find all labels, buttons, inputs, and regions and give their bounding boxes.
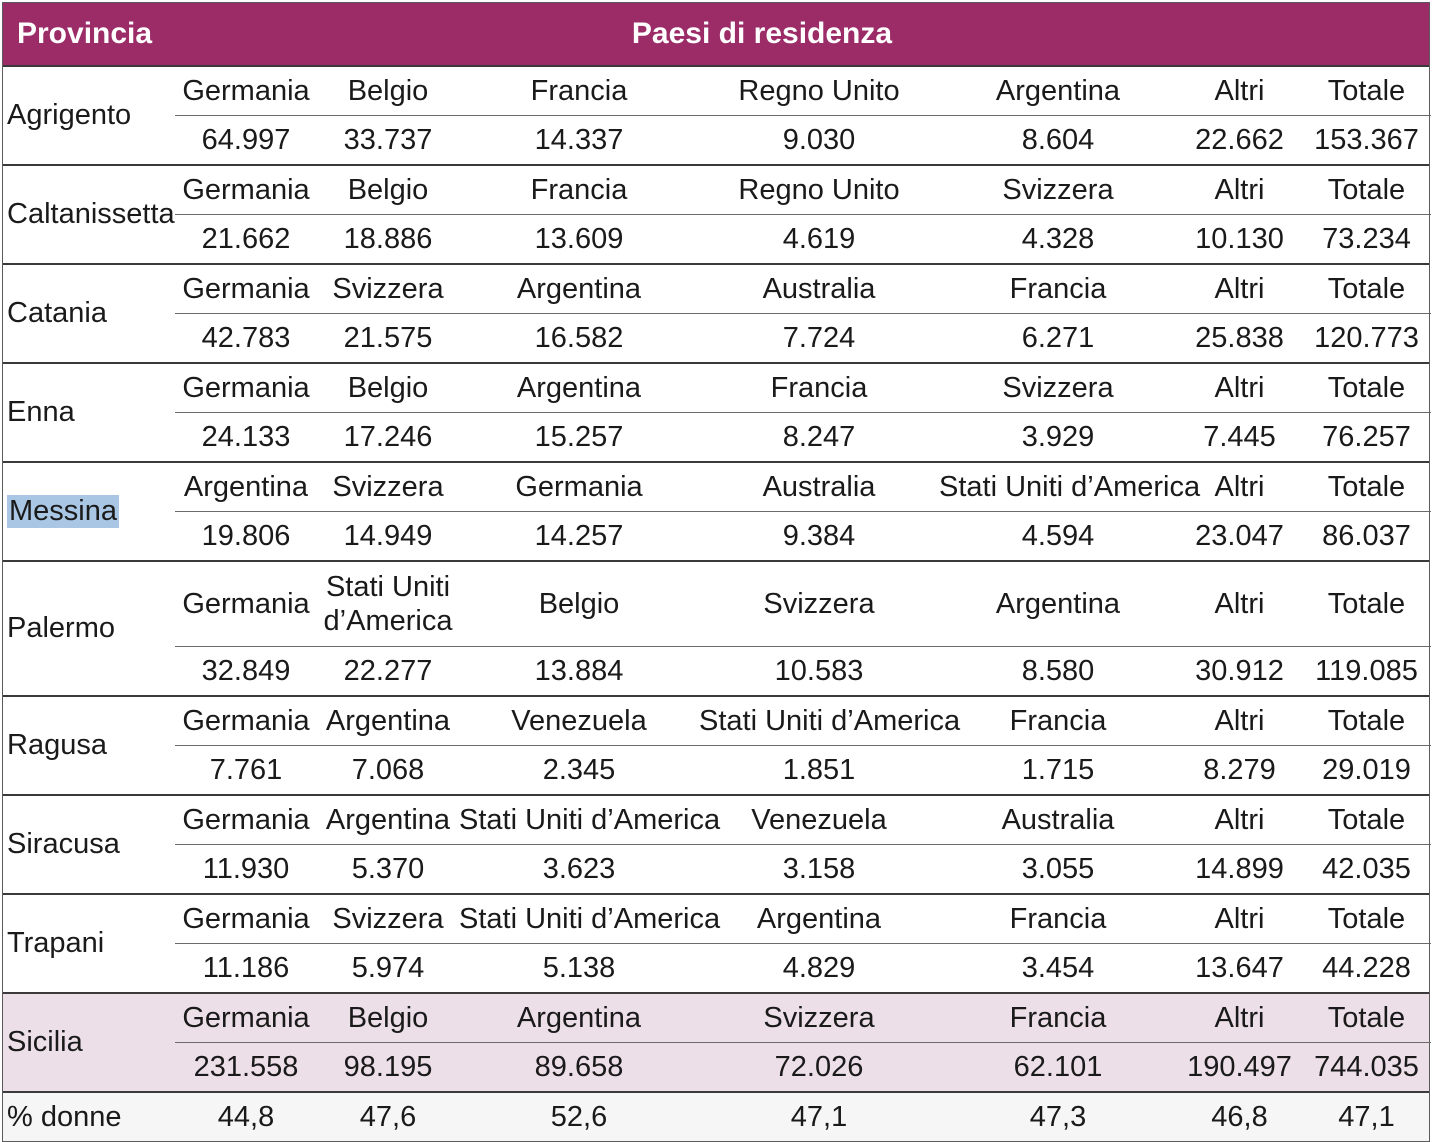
resident-count: 14.949 xyxy=(343,519,433,552)
resident-count: 4.328 xyxy=(1021,222,1095,255)
header-provincia: Provincia xyxy=(17,17,153,50)
resident-count: 11.930 xyxy=(202,852,290,885)
resident-count: 13.647 xyxy=(1195,951,1284,984)
country-names-row xyxy=(175,697,1431,745)
country-name: Argentina xyxy=(516,1001,642,1034)
country-name: Germania xyxy=(182,173,310,206)
resident-count: 21.662 xyxy=(201,222,291,255)
province-cell xyxy=(3,463,175,560)
country-values-row xyxy=(175,844,1431,893)
country-name: Germania xyxy=(515,470,643,503)
country-name: Altri xyxy=(1214,803,1265,836)
resident-count: 5.370 xyxy=(351,852,425,885)
province-name: Siracusa xyxy=(7,828,120,860)
country-name: Svizzera xyxy=(332,470,444,503)
country-name: Svizzera xyxy=(332,902,444,935)
table-body xyxy=(3,65,1429,1091)
province-name: Palermo xyxy=(7,612,115,644)
resident-count: 119.085 xyxy=(1315,654,1418,687)
province-block xyxy=(3,992,1429,1091)
table-header xyxy=(3,3,1429,65)
resident-count: 4.829 xyxy=(782,951,856,984)
province-name: Ragusa xyxy=(7,729,107,761)
country-name: Belgio xyxy=(347,74,429,107)
country-name: Argentina xyxy=(183,470,309,503)
resident-count: 153.367 xyxy=(1314,123,1419,156)
resident-count: 3.055 xyxy=(1021,852,1095,885)
resident-count: 9.030 xyxy=(782,123,856,156)
resident-count: 72.026 xyxy=(774,1050,864,1083)
footer-value: 47,3 xyxy=(1029,1100,1087,1133)
resident-count: 64.997 xyxy=(201,123,291,156)
resident-count: 4.594 xyxy=(1021,519,1095,552)
country-name: Altri xyxy=(1214,1001,1265,1034)
country-name: Totale xyxy=(1327,588,1406,620)
country-name: Altri xyxy=(1214,588,1265,620)
resident-count: 22.277 xyxy=(343,654,433,687)
resident-count: 73.234 xyxy=(1322,222,1411,255)
country-names-row xyxy=(175,895,1431,943)
country-name: Totale xyxy=(1327,704,1406,737)
resident-count: 98.195 xyxy=(343,1050,433,1083)
resident-count: 8.604 xyxy=(1021,123,1095,156)
country-name: Germania xyxy=(182,1001,310,1034)
country-name: Australia xyxy=(1001,803,1115,836)
country-name: Totale xyxy=(1327,173,1406,206)
country-names-row xyxy=(175,562,1431,646)
resident-count: 22.662 xyxy=(1195,123,1284,156)
country-name: Svizzera xyxy=(763,588,875,620)
province-block xyxy=(3,695,1429,794)
resident-count: 44.228 xyxy=(1322,951,1411,984)
resident-count: 1.715 xyxy=(1021,753,1095,786)
province-name: Caltanissetta xyxy=(7,198,175,230)
header-paesi-di-residenza: Paesi di residenza xyxy=(631,17,893,50)
province-block xyxy=(3,560,1429,695)
province-cell xyxy=(3,265,175,362)
province-block xyxy=(3,164,1429,263)
country-name: Totale xyxy=(1327,371,1406,404)
resident-count: 14.257 xyxy=(534,519,624,552)
country-names-row xyxy=(175,796,1431,844)
resident-count: 9.384 xyxy=(782,519,856,552)
resident-count: 5.974 xyxy=(351,951,425,984)
province-cell xyxy=(3,166,175,263)
country-name: Altri xyxy=(1214,371,1265,404)
country-name: Svizzera xyxy=(1002,371,1114,404)
country-name: Stati Uniti d’America xyxy=(939,470,1201,503)
country-name: Altri xyxy=(1214,272,1265,305)
country-name: Totale xyxy=(1327,272,1406,305)
resident-count: 8.580 xyxy=(1021,654,1095,687)
resident-count: 13.609 xyxy=(534,222,624,255)
country-name: Germania xyxy=(182,272,310,305)
country-name: Stati Uniti d’America xyxy=(323,571,453,637)
resident-count: 42.783 xyxy=(201,321,291,354)
resident-count: 7.724 xyxy=(782,321,856,354)
province-cell xyxy=(3,994,175,1091)
country-names-row xyxy=(175,265,1431,313)
resident-count: 21.575 xyxy=(343,321,433,354)
country-name: Germania xyxy=(182,902,310,935)
resident-count: 231.558 xyxy=(193,1050,299,1083)
resident-count: 10.583 xyxy=(774,654,864,687)
footer-values xyxy=(175,1093,1431,1141)
resident-count: 120.773 xyxy=(1314,321,1419,354)
resident-count: 8.247 xyxy=(782,420,856,453)
resident-count: 76.257 xyxy=(1322,420,1411,453)
resident-count: 17.246 xyxy=(343,420,433,453)
country-name: Totale xyxy=(1327,803,1406,836)
footer-value: 44,8 xyxy=(217,1100,275,1133)
province-name: Agrigento xyxy=(7,99,132,131)
country-names-row xyxy=(175,67,1431,115)
country-name: Regno Unito xyxy=(738,74,900,107)
country-values-row xyxy=(175,1042,1431,1091)
country-name: Belgio xyxy=(538,588,620,620)
country-names-row xyxy=(175,463,1431,511)
country-names-row xyxy=(175,166,1431,214)
country-values-row xyxy=(175,511,1431,560)
resident-count: 25.838 xyxy=(1195,321,1284,354)
country-name: Stati Uniti d’America xyxy=(699,704,961,737)
province-cell xyxy=(3,796,175,893)
province-cell xyxy=(3,562,175,695)
resident-count: 86.037 xyxy=(1322,519,1411,552)
resident-count: 6.271 xyxy=(1021,321,1095,354)
country-names-row xyxy=(175,364,1431,412)
resident-count: 29.019 xyxy=(1322,753,1411,786)
country-name: Germania xyxy=(182,74,310,107)
country-name: Argentina xyxy=(995,588,1121,620)
province-name[interactable]: Messina xyxy=(9,495,117,527)
country-name: Svizzera xyxy=(763,1001,875,1034)
country-values-row xyxy=(175,646,1431,695)
country-name: Francia xyxy=(1009,1001,1107,1034)
country-names-row xyxy=(175,994,1431,1042)
resident-count: 3.623 xyxy=(542,852,616,885)
country-name: Altri xyxy=(1214,74,1265,107)
country-name: Australia xyxy=(762,470,876,503)
resident-count: 13.884 xyxy=(534,654,624,687)
resident-count: 15.257 xyxy=(534,420,624,453)
province-name: Catania xyxy=(7,297,107,329)
resident-count: 19.806 xyxy=(201,519,291,552)
resident-count: 14.899 xyxy=(1195,852,1284,885)
country-name: Germania xyxy=(182,371,310,404)
resident-count: 4.619 xyxy=(782,222,856,255)
province-block xyxy=(3,794,1429,893)
country-name: Totale xyxy=(1327,74,1406,107)
resident-count: 190.497 xyxy=(1187,1050,1292,1083)
province-cell xyxy=(3,364,175,461)
country-name: Francia xyxy=(1009,272,1107,305)
country-name: Belgio xyxy=(347,173,429,206)
country-name: Altri xyxy=(1214,470,1265,503)
country-name: Stati Uniti d’America xyxy=(459,902,721,935)
country-name: Francia xyxy=(1009,704,1107,737)
province-block xyxy=(3,65,1429,164)
resident-count: 3.454 xyxy=(1021,951,1095,984)
province-name: Sicilia xyxy=(7,1026,83,1058)
country-values-row xyxy=(175,412,1431,461)
province-cell xyxy=(3,697,175,794)
resident-count: 7.068 xyxy=(351,753,425,786)
country-name: Stati Uniti d’America xyxy=(459,803,721,836)
country-name: Svizzera xyxy=(1002,173,1114,206)
country-values-row xyxy=(175,313,1431,362)
country-name: Australia xyxy=(762,272,876,305)
country-values-row xyxy=(175,115,1431,164)
resident-count: 18.886 xyxy=(343,222,433,255)
footer-value: 46,8 xyxy=(1211,1100,1268,1133)
resident-count: 14.337 xyxy=(534,123,624,156)
country-name: Belgio xyxy=(347,371,429,404)
country-name: Svizzera xyxy=(332,272,444,305)
resident-count: 744.035 xyxy=(1314,1050,1419,1083)
province-block xyxy=(3,893,1429,992)
resident-count: 33.737 xyxy=(343,123,433,156)
residence-table xyxy=(2,2,1430,1142)
country-name: Argentina xyxy=(516,371,642,404)
country-name: Altri xyxy=(1214,704,1265,737)
resident-count: 89.658 xyxy=(534,1050,624,1083)
country-name: Germania xyxy=(182,803,310,836)
country-name: Totale xyxy=(1327,470,1406,503)
resident-count: 32.849 xyxy=(201,654,291,687)
province-name: Trapani xyxy=(7,927,105,959)
country-name: Altri xyxy=(1214,173,1265,206)
province-cell xyxy=(3,67,175,164)
resident-count: 62.101 xyxy=(1013,1050,1103,1083)
country-name: Argentina xyxy=(325,704,451,737)
resident-count: 16.582 xyxy=(534,321,624,354)
resident-count: 10.130 xyxy=(1195,222,1284,255)
country-values-row xyxy=(175,745,1431,794)
country-name: Argentina xyxy=(516,272,642,305)
province-cell xyxy=(3,895,175,992)
resident-count: 5.138 xyxy=(542,951,616,984)
country-name: Argentina xyxy=(995,74,1121,107)
country-values-row xyxy=(175,214,1431,263)
country-name: Francia xyxy=(530,173,628,206)
resident-count: 3.158 xyxy=(782,852,856,885)
resident-count: 7.445 xyxy=(1203,420,1276,453)
province-name: Enna xyxy=(7,396,75,428)
country-name: Francia xyxy=(530,74,628,107)
country-name: Altri xyxy=(1214,902,1265,935)
footer-value: 47,1 xyxy=(790,1100,848,1133)
country-values-row xyxy=(175,943,1431,992)
resident-count: 3.929 xyxy=(1021,420,1095,453)
country-name: Venezuela xyxy=(751,803,887,836)
footer-label: % donne xyxy=(7,1100,122,1133)
country-name: Francia xyxy=(770,371,868,404)
country-name: Germania xyxy=(182,704,310,737)
country-name: Germania xyxy=(182,588,310,620)
country-name: Argentina xyxy=(325,803,451,836)
province-block xyxy=(3,263,1429,362)
country-name: Venezuela xyxy=(511,704,647,737)
province-block xyxy=(3,461,1429,560)
resident-count: 2.345 xyxy=(542,753,616,786)
country-name: Argentina xyxy=(756,902,882,935)
country-name: Belgio xyxy=(347,1001,429,1034)
country-name: Francia xyxy=(1009,902,1107,935)
resident-count: 24.133 xyxy=(201,420,291,453)
footer-row-percent-women xyxy=(3,1091,1429,1141)
resident-count: 8.279 xyxy=(1203,753,1276,786)
footer-value: 47,1 xyxy=(1338,1100,1395,1133)
resident-count: 1.851 xyxy=(782,753,856,786)
country-name: Regno Unito xyxy=(738,173,900,206)
resident-count: 23.047 xyxy=(1195,519,1284,552)
resident-count: 42.035 xyxy=(1322,852,1411,885)
footer-value: 47,6 xyxy=(359,1100,417,1133)
footer-value: 52,6 xyxy=(550,1100,608,1133)
country-name: Totale xyxy=(1327,1001,1406,1034)
resident-count: 11.186 xyxy=(202,951,290,984)
province-block xyxy=(3,362,1429,461)
country-name: Totale xyxy=(1327,902,1406,935)
resident-count: 7.761 xyxy=(209,753,283,786)
resident-count: 30.912 xyxy=(1195,654,1284,687)
